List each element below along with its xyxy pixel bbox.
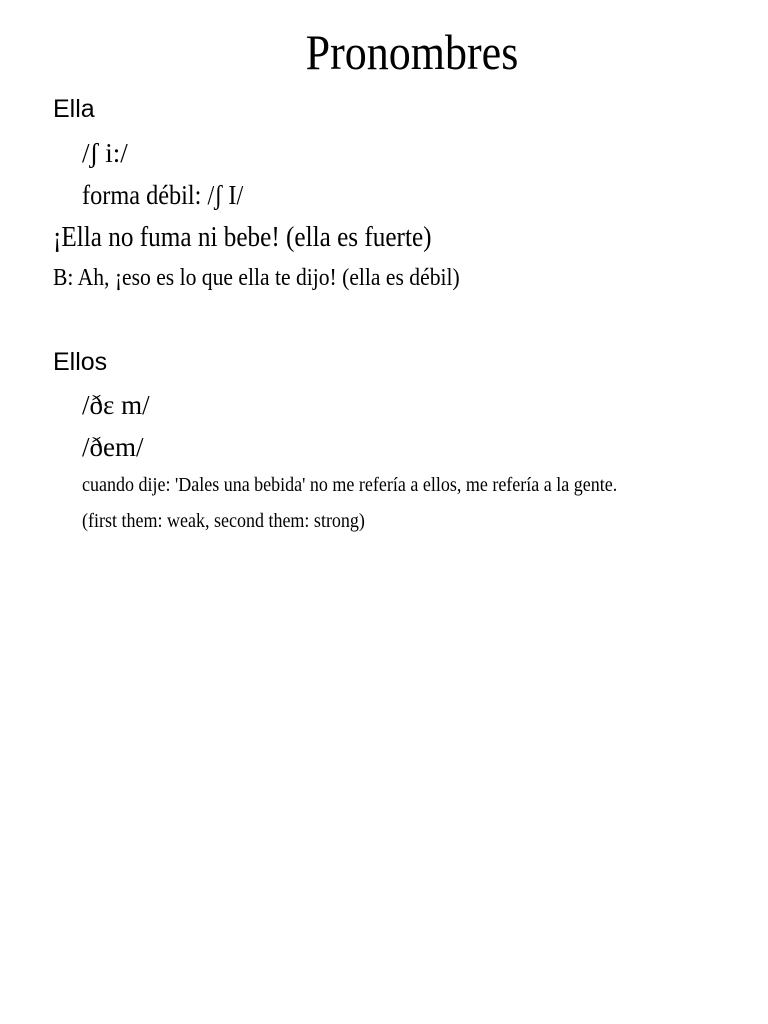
ella-strong-form-ipa: /ʃ i:/ — [82, 138, 128, 168]
ellos-weak-form-ipa: /ðɛ m/ — [82, 390, 150, 420]
ellos-example-sentence: cuando dije: 'Dales una bebida' no me refería a ellos, me refería a la gente. — [82, 474, 618, 496]
ellos-strong-form-ipa: /ðem/ — [82, 432, 144, 462]
section-heading-ellos: Ellos — [53, 348, 108, 376]
ella-weak-form-ipa: forma débil: /ʃ I/ — [82, 180, 244, 210]
ellos-example-note: (first them: weak, second them: strong) — [82, 510, 365, 532]
section-heading-ella: Ella — [53, 95, 95, 123]
ella-example-strong: ¡Ella no fuma ni bebe! (ella es fuerte) — [53, 222, 432, 253]
ella-example-weak: B: Ah, ¡eso es lo que ella te dijo! (ella es débil) — [53, 265, 460, 291]
page-title: Pronombres — [305, 24, 519, 80]
